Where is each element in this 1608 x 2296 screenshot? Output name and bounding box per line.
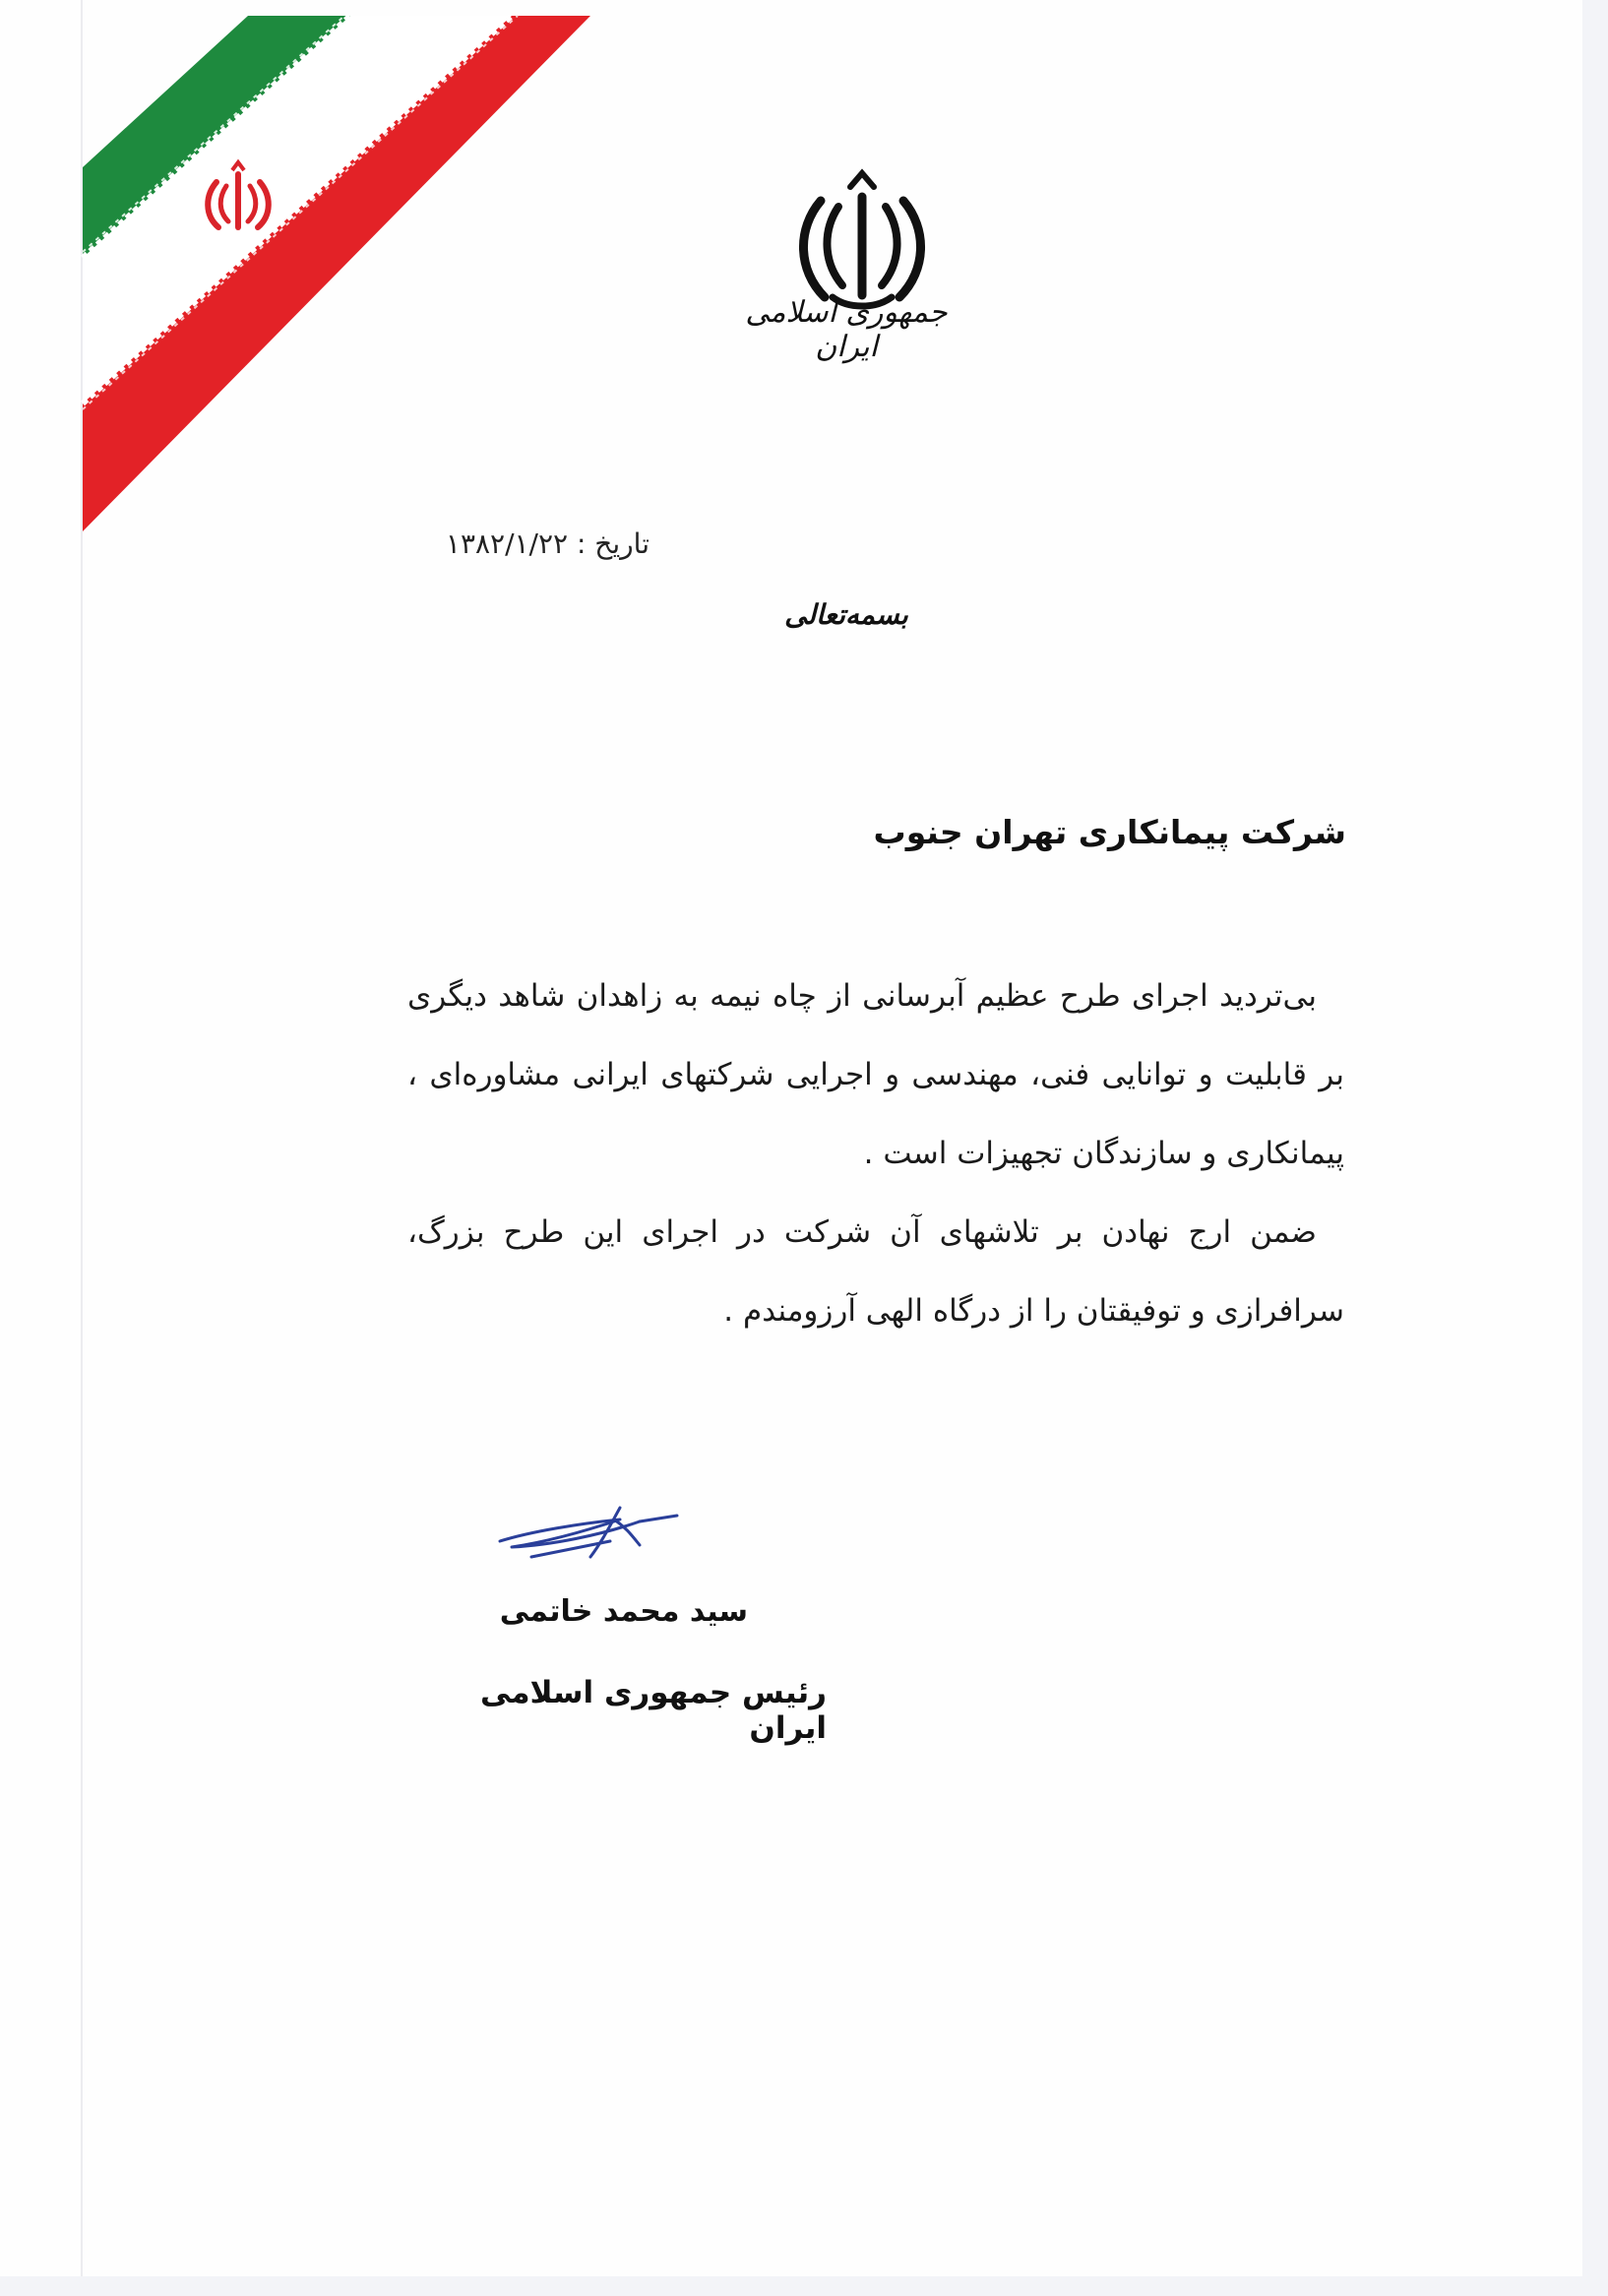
signer-name: سید محمد خاتمی	[499, 1594, 748, 1629]
date-line	[374, 527, 649, 560]
date-label: تاریخ :	[576, 527, 649, 560]
body-paragraph-2: ضمن ارج نهادن بر تلاشهای آن شرکت در اجرای این طرح بزرگ، سرافرازی و توفیقتان را از درگاه الهی آرزومندم .	[407, 1214, 1344, 1329]
scan-edge-right	[1582, 0, 1608, 2296]
date-value: ۱۳۸۲/۱/۲۲	[445, 527, 569, 560]
body-paragraph-1: بی‌تردید اجرای طرح عظیم آبرسانی از چاه نیمه به زاهدان شاهد دیگری بر قابلیت و توانایی فنی، مهندسی و اجرایی شرکتهای ایرانی مشاوره‌ای ، پیمانکاری و سازندگان تجهیزات است .	[407, 978, 1344, 1171]
recipient-heading: شرکت پیمانکاری تهران جنوب	[873, 813, 1346, 851]
invocation-heading: بسمه‌تعالی	[784, 598, 908, 631]
letter-body	[407, 957, 1344, 1350]
scan-edge-bottom	[0, 2276, 1608, 2296]
iran-flag-ribbon	[0, 0, 610, 551]
handwritten-signature-icon	[492, 1502, 689, 1571]
signer-title: رئیس جمهوری اسلامی ایران	[479, 1675, 827, 1746]
emblem-caption: جمهوری اسلامی ایران	[745, 295, 948, 364]
